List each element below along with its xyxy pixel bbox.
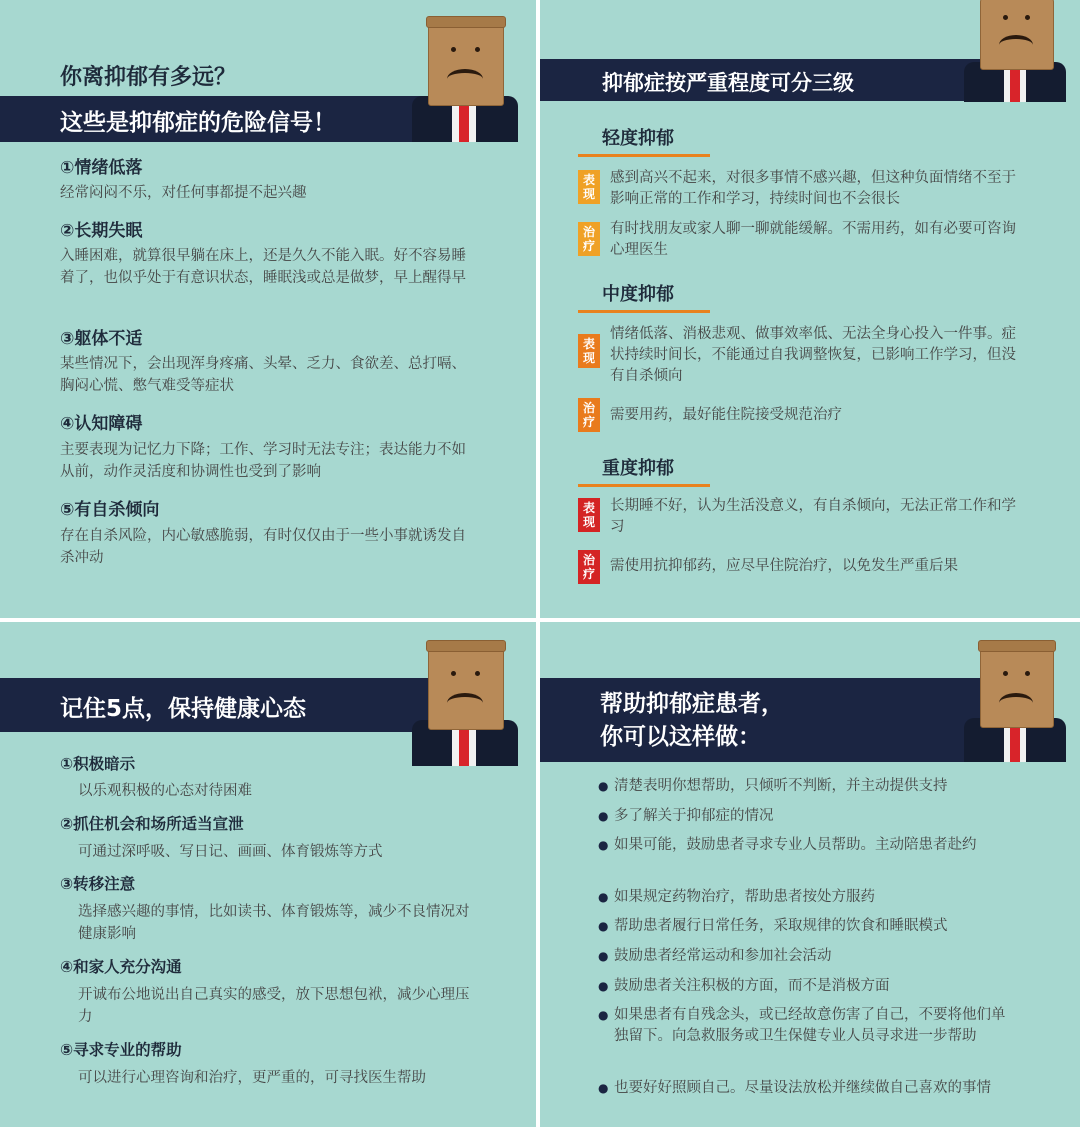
tip-1-head: ①积极暗示	[60, 755, 136, 773]
panel4-title-line1: 帮助抑郁症患者，	[600, 691, 784, 717]
panel4-title-line2: 你可以这样做：	[600, 724, 761, 750]
tag-moderate-symptom: 表现	[578, 334, 600, 368]
sign-2-desc: 入睡困难，就算很早躺在床上，还是久久不能入眠。好不容易睡着了，也似乎处于有意识状态，睡眠浅或总是做梦，早上醒得早	[60, 248, 466, 286]
sign-5-head: ⑤有自杀倾向	[60, 500, 160, 520]
panel1-title-line1: 你离抑郁有多远？	[60, 65, 237, 90]
help-item: ● 如果患者有自残念头，或已经故意伤害了自己，不要将他们单独留下。向急救服务或卫生保健专业人员寻求进一步帮助	[598, 1005, 1018, 1047]
sign-5-desc: 存在自杀风险，内心敏感脆弱，有时仅仅由于一些小事就诱发自杀冲动	[60, 528, 466, 566]
paper-bag-sad-face-icon	[410, 634, 520, 766]
level-severe-treatment: 需使用抗抑郁药，应尽早住院治疗，以免发生严重后果	[610, 558, 958, 574]
panel-severity-levels	[540, 0, 1080, 618]
level-mild-symptom: 感到高兴不起来，对很多事情不感兴趣，但这种负面情绪不至于影响正常的工作和学习，持续时间也不会很长	[610, 170, 1016, 207]
help-item: ● 如果规定药物治疗，帮助患者按处方服药	[598, 887, 1018, 908]
tip-5-head: ⑤寻求专业的帮助	[60, 1041, 182, 1059]
sign-4-desc: 主要表现为记忆力下降；工作、学习时无法专注；表达能力不如从前，动作灵活度和协调性也受到了影响	[60, 442, 466, 480]
help-item: ● 帮助患者履行日常任务，采取规律的饮食和睡眠模式	[598, 916, 1018, 937]
tip-3-head: ③转移注意	[60, 875, 136, 893]
sign-2-head: ②长期失眠	[60, 221, 143, 241]
level-moderate-symptom: 情绪低落、消极悲观、做事效率低、无法全身心投入一件事。症状持续时间长，不能通过自我调整恢复，已影响工作学习，但没有自杀倾向	[610, 326, 1016, 384]
panel4-title-banner	[540, 678, 980, 762]
tag-mild-symptom: 表现	[578, 170, 600, 204]
tip-4-desc: 开诚布公地说出自己真实的感受，放下思想包袱，减少心理压力	[78, 987, 470, 1025]
sign-4-head: ④认知障碍	[60, 414, 143, 434]
help-item: ● 清楚表明你想帮助，只倾听不判断，并主动提供支持	[598, 776, 1018, 797]
level-severe-title: 重度抑郁	[602, 458, 674, 479]
help-item: ● 也要好好照顾自己。尽量设法放松并继续做自己喜欢的事情	[598, 1078, 1018, 1099]
paper-bag-sad-face-icon	[960, 634, 1070, 762]
tip-2-head: ②抓住机会和场所适当宣泄	[60, 815, 244, 833]
tip-2-desc: 可通过深呼吸、写日记、画画、体育锻炼等方式	[78, 844, 383, 860]
level-mild-underline	[578, 154, 710, 157]
level-moderate-treatment: 需要用药，最好能住院接受规范治疗	[610, 407, 842, 423]
panel-help-patients	[540, 622, 1080, 1127]
panel3-title-banner: 记住5点，保持健康心态	[0, 678, 430, 732]
sign-1-head: ①情绪低落	[60, 158, 143, 178]
level-mild-treatment: 有时找朋友或家人聊一聊就能缓解。不需用药，如有必要可咨询心理医生	[610, 221, 1016, 258]
help-item: ● 多了解关于抑郁症的情况	[598, 806, 1018, 827]
panel1-title-banner: 这些是抑郁症的危险信号！	[0, 96, 430, 142]
level-severe-underline	[578, 484, 710, 487]
tip-4-head: ④和家人充分沟通	[60, 958, 182, 976]
tip-1-desc: 以乐观积极的心态对待困难	[78, 783, 252, 799]
sign-3-head: ③躯体不适	[60, 329, 143, 349]
sign-1-desc: 经常闷闷不乐，对任何事都提不起兴趣	[60, 185, 307, 201]
level-mild-title: 轻度抑郁	[602, 128, 674, 149]
help-item: ● 如果可能，鼓励患者寻求专业人员帮助。主动陪患者赴约	[598, 835, 1018, 856]
sign-3-desc: 某些情况下，会出现浑身疼痛、头晕、乏力、食欲差、总打嗝、胸闷心慌、憋气难受等症状	[60, 356, 466, 394]
help-item: ● 鼓励患者关注积极的方面，而不是消极方面	[598, 976, 1018, 997]
panel-danger-signals	[0, 0, 536, 618]
level-moderate-title: 中度抑郁	[602, 284, 674, 305]
help-item: ● 鼓励患者经常运动和参加社会活动	[598, 946, 1018, 967]
tip-3-desc: 选择感兴趣的事情，比如读书、体育锻炼等，减少不良情况对健康影响	[78, 904, 470, 942]
level-severe-symptom: 长期睡不好，认为生活没意义，有自杀倾向，无法正常工作和学习	[610, 498, 1016, 535]
paper-bag-sad-face-icon	[960, 0, 1070, 102]
panel2-title-banner: 抑郁症按严重程度可分三级	[540, 59, 980, 101]
level-moderate-underline	[578, 310, 710, 313]
panel-healthy-mindset	[0, 622, 536, 1127]
paper-bag-sad-face-icon	[410, 0, 520, 142]
tag-moderate-treatment: 治疗	[578, 398, 600, 432]
tag-mild-treatment: 治疗	[578, 222, 600, 256]
tip-5-desc: 可以进行心理咨询和治疗，更严重的，可寻找医生帮助	[78, 1070, 426, 1086]
tag-severe-treatment: 治疗	[578, 550, 600, 584]
tag-severe-symptom: 表现	[578, 498, 600, 532]
